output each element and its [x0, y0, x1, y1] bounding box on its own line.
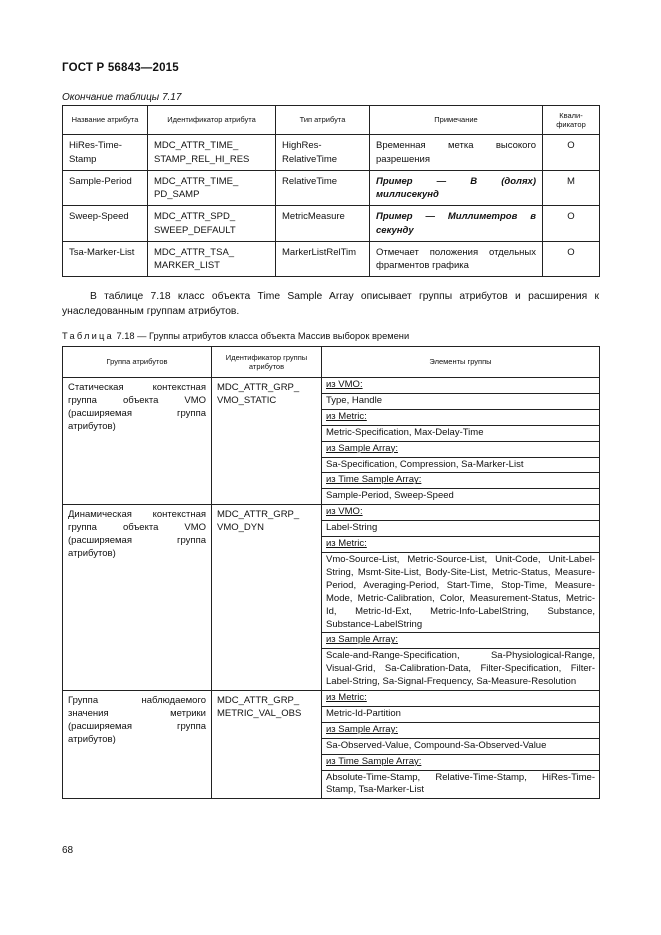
caption-prefix: Таблица	[62, 331, 114, 341]
document-header: ГОСТ Р 56843—2015	[62, 62, 179, 74]
element-list: Vmo-Source-List, Metric-Source-List, Unit-Code, Unit-Label-String, Msmt-Site-List, Body-Site-List, Metric-Status, Measure-Period, Averaging-Period, Start-Time, Stop-Time, Measure-Mode, Metric-Calibration, Color, Measurement-Status, Metric-Id, Metric-Id-Ext, Metric-Info-LabelString, Substance, Substance-LabelString	[322, 553, 599, 633]
table-row	[63, 241, 600, 277]
attribute-id: MDC_ATTR_TIME_ STAMP_REL_HI_RES	[148, 135, 276, 171]
attribute-table-7-17	[62, 105, 600, 277]
column-header: Название атрибута	[63, 106, 148, 135]
attribute-name: Sweep-Speed	[63, 206, 148, 242]
group-name: Динамическая контекстная группа объекта VMO (расширяемая группа атрибутов)	[63, 505, 212, 691]
group-id: MDC_ATTR_GRP_ METRIC_VAL_OBS	[212, 691, 322, 799]
source-class-label: из Sample Array:	[322, 723, 599, 739]
attribute-type: RelativeTime	[276, 170, 370, 206]
column-header: Тип атрибута	[276, 106, 370, 135]
table-header-row	[63, 106, 600, 135]
table-header-row	[63, 347, 600, 378]
element-list: Sample-Period, Sweep-Speed	[326, 490, 454, 502]
attribute-id: MDC_ATTR_TSA_ MARKER_LIST	[148, 241, 276, 277]
source-class-label: из Time Sample Array:	[322, 473, 599, 489]
table-7-17-caption: Окончание таблицы 7.17	[62, 92, 182, 103]
body-paragraph: В таблице 7.18 класс объекта Time Sample Array описывает группы атрибутов и расширения к унаследованным группам атрибутов.	[62, 291, 599, 317]
element-list: Metric-Id-Partition	[322, 707, 599, 723]
attribute-id: MDC_ATTR_SPD_ SWEEP_DEFAULT	[148, 206, 276, 242]
source-class-label: из Sample Array:	[322, 442, 599, 458]
attribute-qualifier: O	[543, 206, 600, 242]
table-row	[63, 170, 600, 206]
element-list: Label-String	[322, 521, 599, 537]
table-7-18-caption	[62, 331, 409, 341]
column-header: Примечание	[370, 106, 543, 135]
attribute-name: Sample-Period	[63, 170, 148, 206]
attribute-name: Tsa-Marker-List	[63, 241, 148, 277]
table-row	[63, 206, 600, 242]
source-class-label: из Sample Array:	[322, 633, 599, 649]
table-row	[63, 691, 600, 799]
attribute-note: Отмечает положения отдельных фрагментов графика	[370, 241, 543, 277]
element-list: Sa-Observed-Value, Compound-Sa-Observed-Value	[322, 739, 599, 755]
group-id: MDC_ATTR_GRP_ VMO_DYN	[212, 505, 322, 691]
table-row	[63, 135, 600, 171]
source-class-label: из Metric:	[322, 410, 599, 426]
attribute-qualifier: O	[543, 135, 600, 171]
element-list: Type, Handle	[322, 394, 599, 410]
source-class-label: из VMO:	[322, 505, 599, 521]
attribute-note: Временная метка высокого разрешения	[370, 135, 543, 171]
group-elements	[322, 505, 600, 691]
attribute-groups-table-7-18	[62, 346, 600, 799]
group-id: MDC_ATTR_GRP_ VMO_STATIC	[212, 378, 322, 505]
table-row	[63, 378, 600, 505]
attribute-name: HiRes-Time-Stamp	[63, 135, 148, 171]
attribute-note: Пример — Миллиметров в секунду	[370, 206, 543, 242]
attribute-qualifier: O	[543, 241, 600, 277]
element-list: Metric-Specification, Max-Delay-Time	[322, 426, 599, 442]
column-header: Идентификатор группы атрибутов	[212, 347, 322, 378]
column-header: Идентификатор атрибута	[148, 106, 276, 135]
column-header: Квали-фикатор	[543, 106, 600, 135]
group-elements	[322, 378, 600, 505]
attribute-type: HighRes-RelativeTime	[276, 135, 370, 171]
attribute-type: MetricMeasure	[276, 206, 370, 242]
source-class-label: из Metric:	[322, 691, 599, 707]
source-class-label: из Metric:	[322, 537, 599, 553]
attribute-note: Пример — В (долях) миллисекунд	[370, 170, 543, 206]
column-header: Элементы группы	[322, 347, 600, 378]
caption-text: 7.18 — Группы атрибутов класса объекта Массив выборок времени	[113, 331, 410, 341]
column-header: Группа атрибутов	[63, 347, 212, 378]
attribute-type: MarkerListRelTim	[276, 241, 370, 277]
group-elements	[322, 691, 600, 799]
attribute-id: MDC_ATTR_TIME_ PD_SAMP	[148, 170, 276, 206]
source-class-label: из VMO:	[322, 378, 599, 394]
element-list: Absolute-Time-Stamp, Relative-Time-Stamp, HiRes-Time-Stamp, Tsa-Marker-List	[326, 771, 595, 796]
element-list: Sa-Specification, Compression, Sa-Marker-List	[322, 458, 599, 474]
element-list: Scale-and-Range-Specification, Sa-Physiological-Range, Visual-Grid, Sa-Calibration-Data, Filter-Specification, Filter-Label-String, Sa-Signal-Frequency, Sa-Measure-Resolution	[326, 650, 595, 688]
attribute-qualifier: M	[543, 170, 600, 206]
table-row	[63, 505, 600, 691]
group-name: Статическая контекстная группа объекта VMO (расширяемая группа атрибутов)	[63, 378, 212, 505]
source-class-label: из Time Sample Array:	[322, 755, 599, 771]
group-name: Группа наблюдаемого значения метрики (расширяемая группа атрибутов)	[63, 691, 212, 799]
page-number: 68	[62, 845, 74, 856]
